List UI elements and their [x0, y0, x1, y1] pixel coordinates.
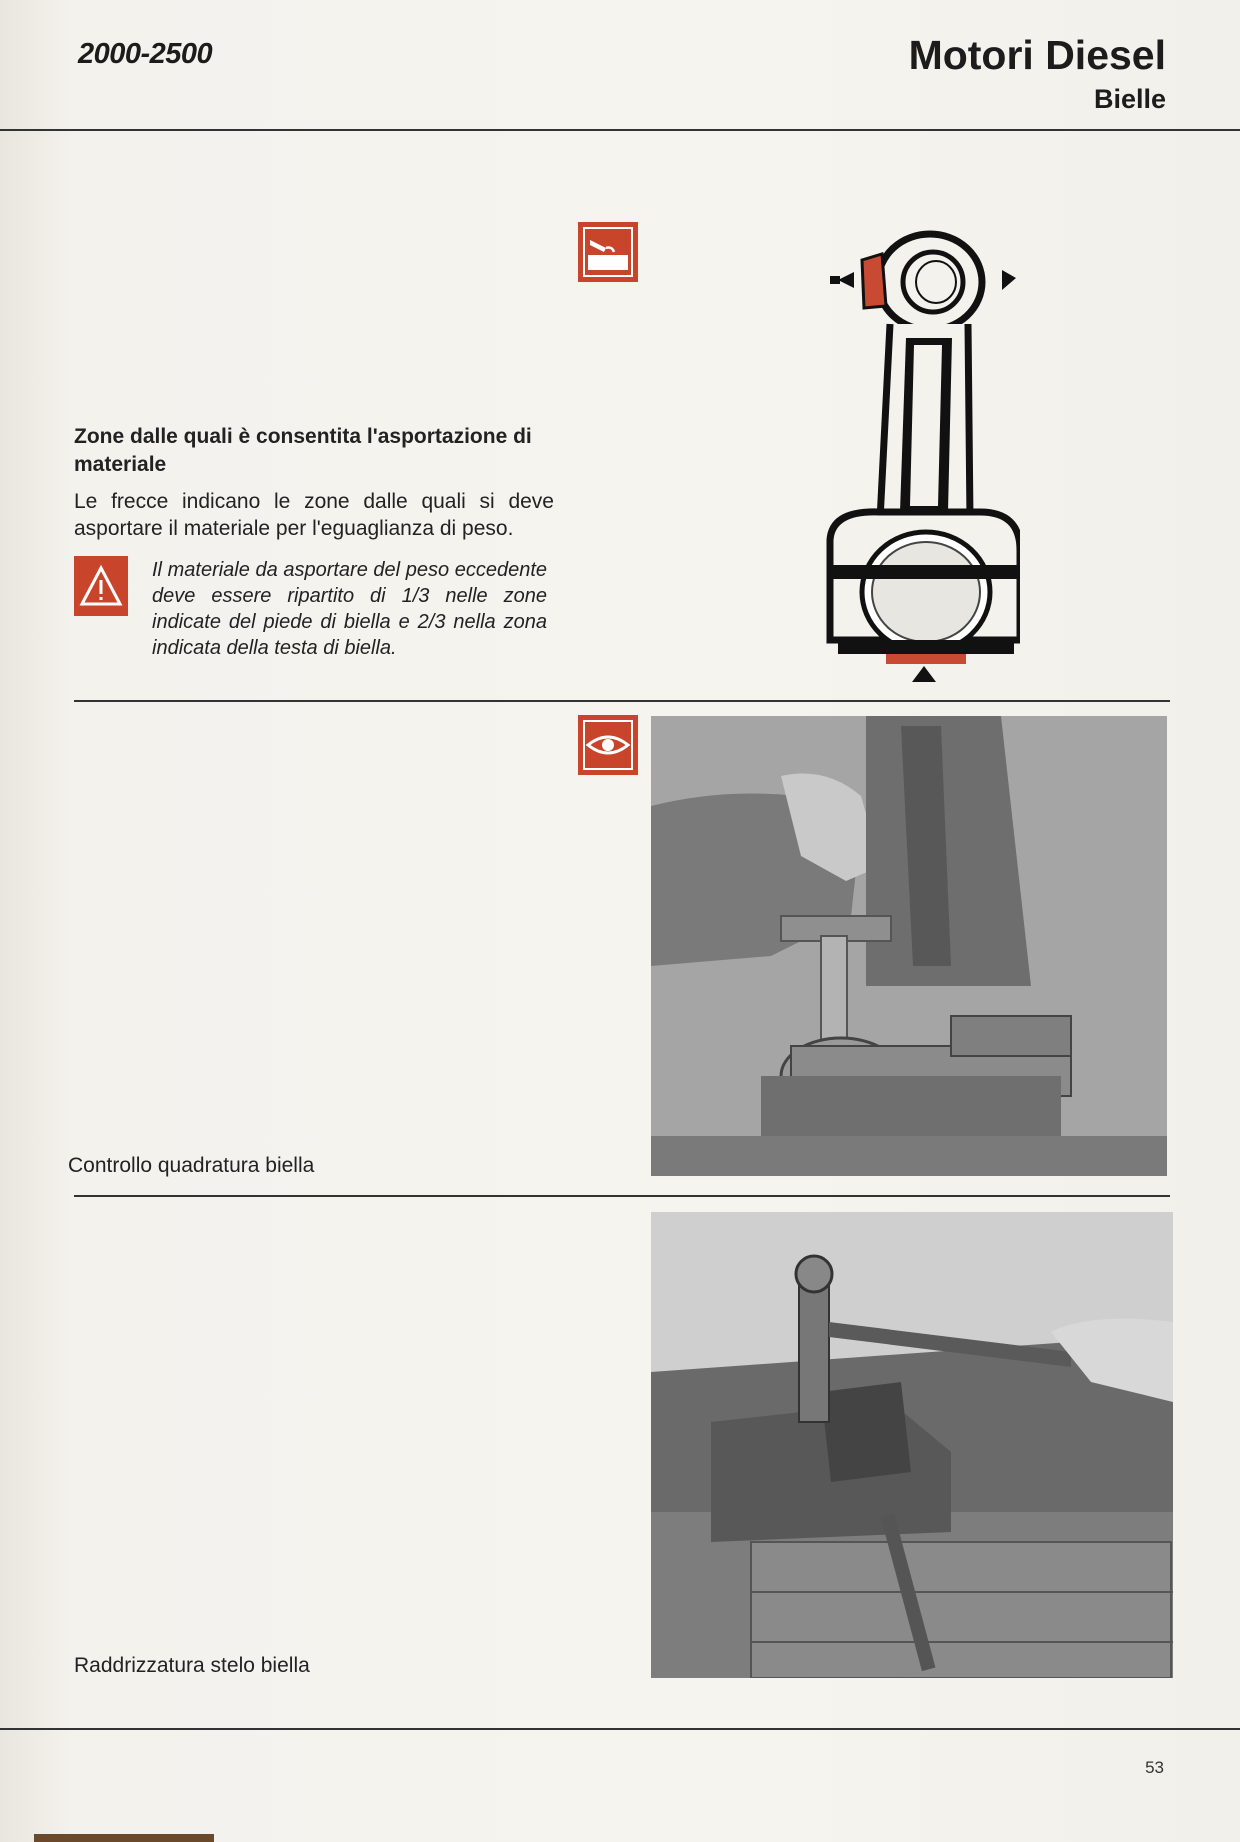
warning-triangle-icon: [74, 556, 128, 616]
page-edge-strip: [34, 1834, 214, 1842]
arrow-left-icon: [838, 272, 854, 288]
arrow-right-icon: [1002, 270, 1016, 290]
page-subtitle: Bielle: [1093, 84, 1166, 114]
section1-body: Le frecce indicano le zone dalle quali si deve asportare il materiale per l'eguaglianza di peso.: [74, 490, 554, 540]
model-label: 2000-2500: [78, 38, 213, 70]
section1-heading: Zone dalle quali è consentita l'asportazione di materiale: [74, 425, 532, 476]
squareness-check-photo: [651, 716, 1167, 1176]
eye-inspection-icon: [578, 715, 638, 775]
connecting-rod-diagram: [820, 220, 1020, 690]
arrow-up-icon: [912, 666, 936, 682]
page-number: 53: [1145, 1758, 1164, 1777]
section1-rule: [74, 700, 1170, 702]
footer-rule: [0, 1728, 1240, 1730]
machining-icon: [578, 222, 638, 282]
section3-caption: Raddrizzatura stelo biella: [74, 1654, 310, 1677]
section2-rule: [74, 1195, 1170, 1197]
section1-warning: Il materiale da asportare del peso eccedente deve essere ripartito di 1/3 nelle zone indicate del piede di biella e 2/3 nella zona indicata della testa di biella.: [152, 559, 547, 659]
page-title: Motori Diesel: [908, 32, 1166, 78]
rod-straightening-photo: [651, 1212, 1173, 1678]
section2-caption: Controllo quadratura biella: [68, 1154, 315, 1177]
header-rule: [0, 129, 1240, 131]
